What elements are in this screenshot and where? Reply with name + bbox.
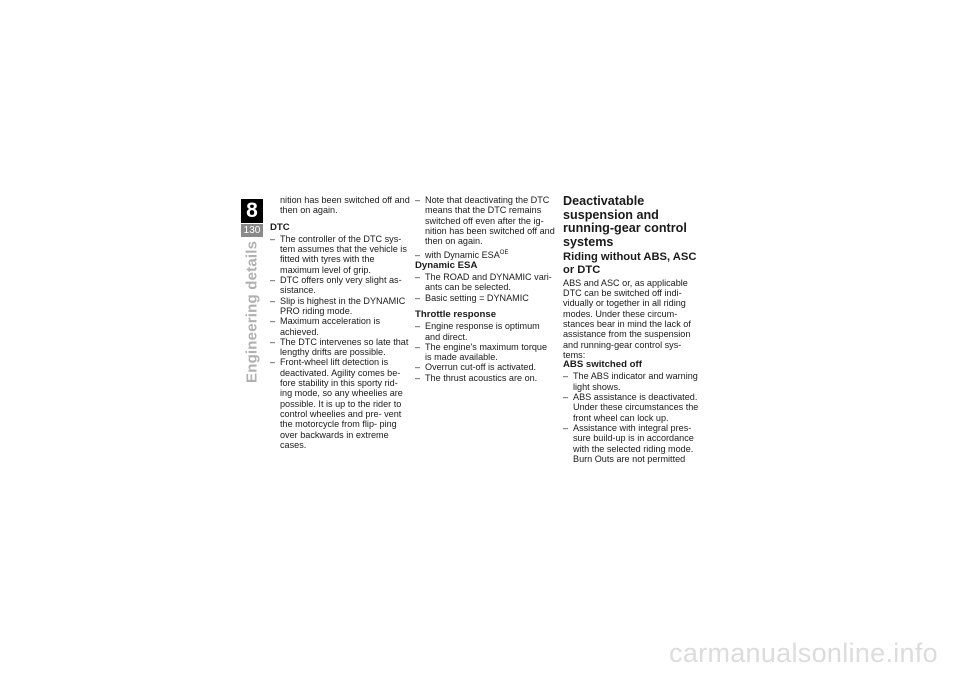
list-item: – Front-wheel lift detection is deactivated. Agility comes be- fore stability in this sporty rid- ing mode, so any wheelies are possible. It is up to the rider to control wheelies and pre- vent the motorcycle from flip- ping over backwards in extreme cases. [270, 357, 410, 450]
list-item: – Assistance with integral pres- sure build-up is in accordance with the selected riding mode. Burn Outs are not permitted [563, 423, 703, 464]
oe-marker: OE [499, 250, 509, 257]
abs-heading: ABS switched off [563, 359, 642, 371]
dtc-note-list [415, 195, 555, 246]
intro-text: nition has been switched off and then on again. [280, 195, 410, 216]
column-2 [415, 195, 555, 383]
page-number: 130 [241, 224, 263, 237]
list-item: – Note that deactivating the DTC means that the DTC remains switched off even after the ig- nition has been switched off and then on again. [415, 195, 555, 246]
list-item: – DTC offers only very slight as- sistance. [270, 275, 410, 296]
dtc-heading: DTC [270, 221, 290, 233]
list-item: – ABS assistance is deactivated. Under these circumstances the front wheel can lock up. [563, 392, 703, 423]
chapter-number: 8 [241, 199, 263, 223]
list-item: – Slip is highest in the DYNAMIC PRO riding mode. [270, 296, 410, 317]
list-item: – The thrust acoustics are on. [415, 373, 555, 383]
list-item: – The ABS indicator and warning light shows. [563, 371, 703, 392]
list-item: – The ROAD and DYNAMIC vari- ants can be selected. [415, 272, 555, 293]
section-heading: Deactivatable suspension and running-gear control systems [563, 194, 687, 249]
list-item: – The DTC intervenes so late that lengthy drifts are possible. [270, 337, 410, 358]
esa-option-list [415, 250, 555, 260]
chapter-title [240, 241, 264, 384]
abs-list [563, 371, 703, 464]
throttle-list [415, 321, 555, 383]
esa-option-text: with Dynamic ESA [425, 250, 500, 261]
column-1 [270, 195, 410, 450]
list-item [415, 250, 555, 260]
watermark: carmanualsonline.info [669, 638, 938, 668]
chapter-title-text: Engineering details [243, 241, 261, 384]
body-text: ABS and ASC or, as applicable DTC can be switched off indi- vidually or together in all riding modes. Under these circum- stances bear in mind the lack of assistance from the suspension and running-gear control sys- tems: [563, 277, 691, 360]
list-item: – The controller of the DTC sys- tem assumes that the vehicle is fitted with tyres with the maximum level of grip. [270, 234, 410, 275]
esa-heading: Dynamic ESA [415, 259, 478, 271]
list-item: – Basic setting = DYNAMIC [415, 293, 555, 303]
list-item: – The engine's maximum torque is made available. [415, 342, 555, 363]
list-item: – Overrun cut-off is activated. [415, 362, 555, 372]
throttle-heading: Throttle response [415, 308, 497, 320]
list-item: – Engine response is optimum and direct. [415, 321, 555, 342]
dtc-list [270, 234, 410, 450]
column-3 [563, 195, 703, 464]
sub-heading: Riding without ABS, ASC or DTC [563, 251, 697, 276]
esa-list [415, 272, 555, 303]
list-item: – Maximum acceleration is achieved. [270, 316, 410, 337]
